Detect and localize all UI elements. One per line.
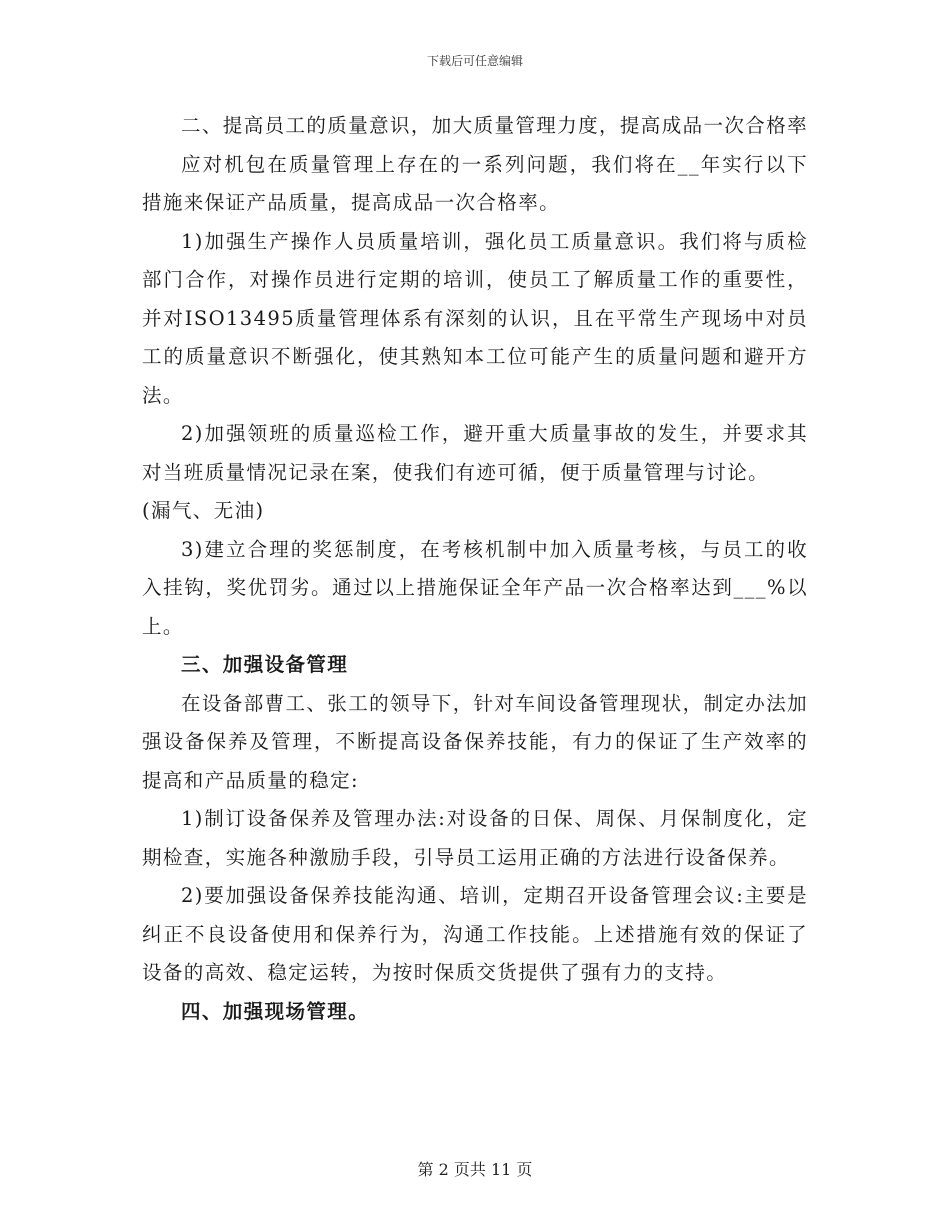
list-item-paragraph: 2)加强领班的质量巡检工作，避开重大质量事故的发生，并要求其对当班质量情况记录在案，使我们有迹可循，便于质量管理与讨论。 [142, 422, 808, 484]
body-paragraph: 应对机包在质量管理上存在的一系列问题，我们将在__年实行以下措施来保证产品质量，提高成品一次合格率。 [142, 152, 808, 214]
continuation-line: (漏气、无油) [142, 499, 265, 522]
page-footer: 第 2 页共 11 页 [417, 1160, 533, 1179]
page-header: 下载后可任意编辑 [426, 54, 523, 68]
list-item-paragraph: 1)制订设备保养及管理办法:对设备的日保、周保、月保制度化，定期检查，实施各种激励手段，引导员工运用正确的方法进行设备保养。 [142, 807, 808, 869]
list-item-paragraph: 1)加强生产操作人员质量培训，强化员工质量意识。我们将与质检部门合作，对操作员进行定期的培训，使员工了解质量工作的重要性，并对ISO13495质量管理体系有深刻的认识，且在平常生产现场中对员工的质量意识不断强化，使其熟知本工位可能产生的质量问题和避开方法。 [142, 229, 808, 407]
section-heading: 三、加强设备管理 [181, 653, 349, 676]
section-heading: 四、加强现场管理。 [181, 999, 370, 1023]
body-paragraph: 在设备部曹工、张工的领导下，针对车间设备管理现状，制定办法加强设备保养及管理，不断提高设备保养技能，有力的保证了生产效率的提高和产品质量的稳定: [142, 691, 809, 792]
document-body [142, 107, 808, 1031]
section-subheading: 二、提高员工的质量意识，加大质量管理力度，提高成品一次合格率 [181, 114, 809, 137]
list-item-paragraph: 2)要加强设备保养技能沟通、培训，定期召开设备管理会议:主要是纠正不良设备使用和保养行为，沟通工作技能。上述措施有效的保证了设备的高效、稳定运转，为按时保质交货提供了强有力的支持。 [142, 884, 808, 984]
list-item-paragraph: 3)建立合理的奖惩制度，在考核机制中加入质量考核，与员工的收入挂钩，奖优罚劣。通过以上措施保证全年产品一次合格率达到___%以上。 [142, 537, 808, 638]
